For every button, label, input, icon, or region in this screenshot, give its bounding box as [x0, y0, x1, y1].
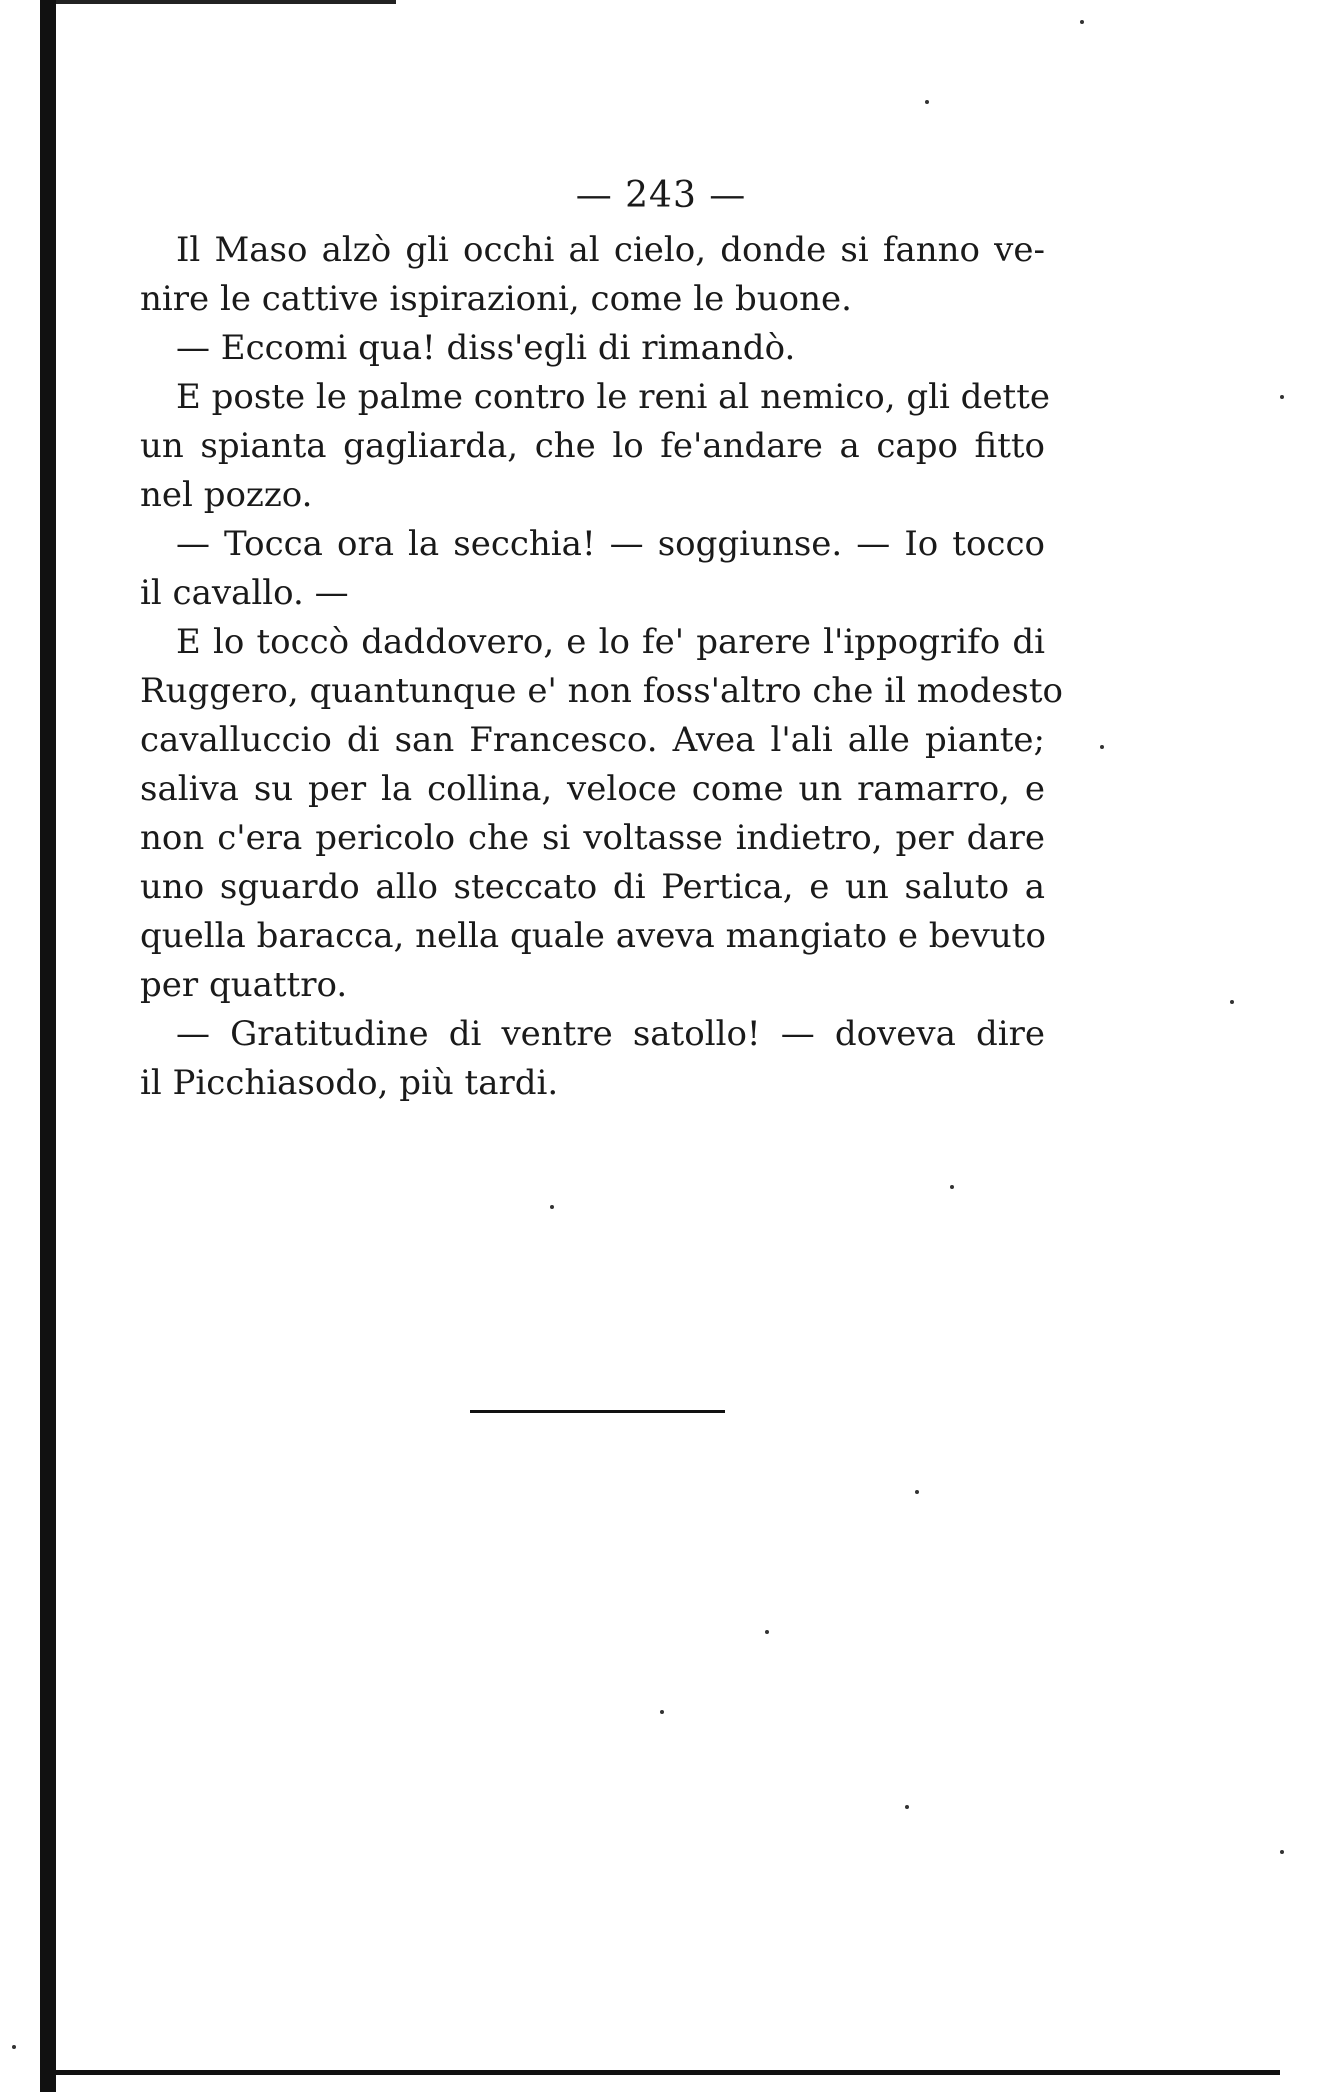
chapter-end-rule: [470, 1410, 725, 1413]
text-line: per quattro.: [140, 965, 348, 1005]
scan-speck: [550, 1205, 554, 1209]
scan-speck: [905, 1805, 909, 1809]
scan-speck: [1230, 1000, 1234, 1004]
text-line: Ruggero, quantunque e' non foss'altro che il modesto: [140, 671, 1063, 711]
bottom-edge-rule: [40, 2070, 1280, 2075]
binding-edge: [40, 0, 56, 2092]
scan-speck: [1280, 395, 1284, 399]
text-line: — Gratitudine di ventre satollo! — doveva dire: [176, 1014, 1045, 1054]
scan-speck: [925, 100, 929, 104]
scan-speck: [1280, 1850, 1284, 1854]
text-line: E lo toccò daddovero, e lo fe' parere l'ippogrifo di: [176, 622, 1045, 662]
scan-speck: [1100, 745, 1104, 749]
text-line: il cavallo. —: [140, 573, 349, 613]
scan-speck: [950, 1185, 954, 1189]
text-line: nire le cattive ispirazioni, come le buone.: [140, 279, 852, 319]
text-line: uno sguardo allo steccato di Pertica, e un saluto a: [140, 867, 1045, 907]
text-line: quella baracca, nella quale aveva mangiato e bevuto: [140, 916, 1046, 956]
body-text: [140, 226, 1063, 1108]
scan-speck: [915, 1490, 919, 1494]
scan-speck: [1080, 20, 1084, 24]
top-edge-rule: [56, 0, 396, 4]
scan-speck: [12, 2045, 16, 2049]
text-line: il Picchiasodo, più tardi.: [140, 1063, 559, 1103]
page-number: — 243 —: [575, 175, 747, 216]
text-line: — Tocca ora la secchia! — soggiunse. — Io tocco: [176, 524, 1045, 564]
text-line: non c'era pericolo che si voltasse indietro, per dare: [140, 818, 1045, 858]
text-line: saliva su per la collina, veloce come un ramarro, e: [140, 769, 1045, 809]
text-line: un spianta gagliarda, che lo fe'andare a capo fitto: [140, 426, 1045, 466]
text-line: cavalluccio di san Francesco. Avea l'ali alle piante;: [140, 720, 1045, 760]
scan-speck: [660, 1710, 664, 1714]
text-line: — Eccomi qua! diss'egli di rimandò.: [176, 328, 796, 368]
text-line: nel pozzo.: [140, 475, 313, 515]
scan-speck: [765, 1630, 769, 1634]
text-line: E poste le palme contro le reni al nemico, gli dette: [176, 377, 1051, 417]
text-line: Il Maso alzò gli occhi al cielo, donde si fanno ve-: [176, 230, 1045, 270]
